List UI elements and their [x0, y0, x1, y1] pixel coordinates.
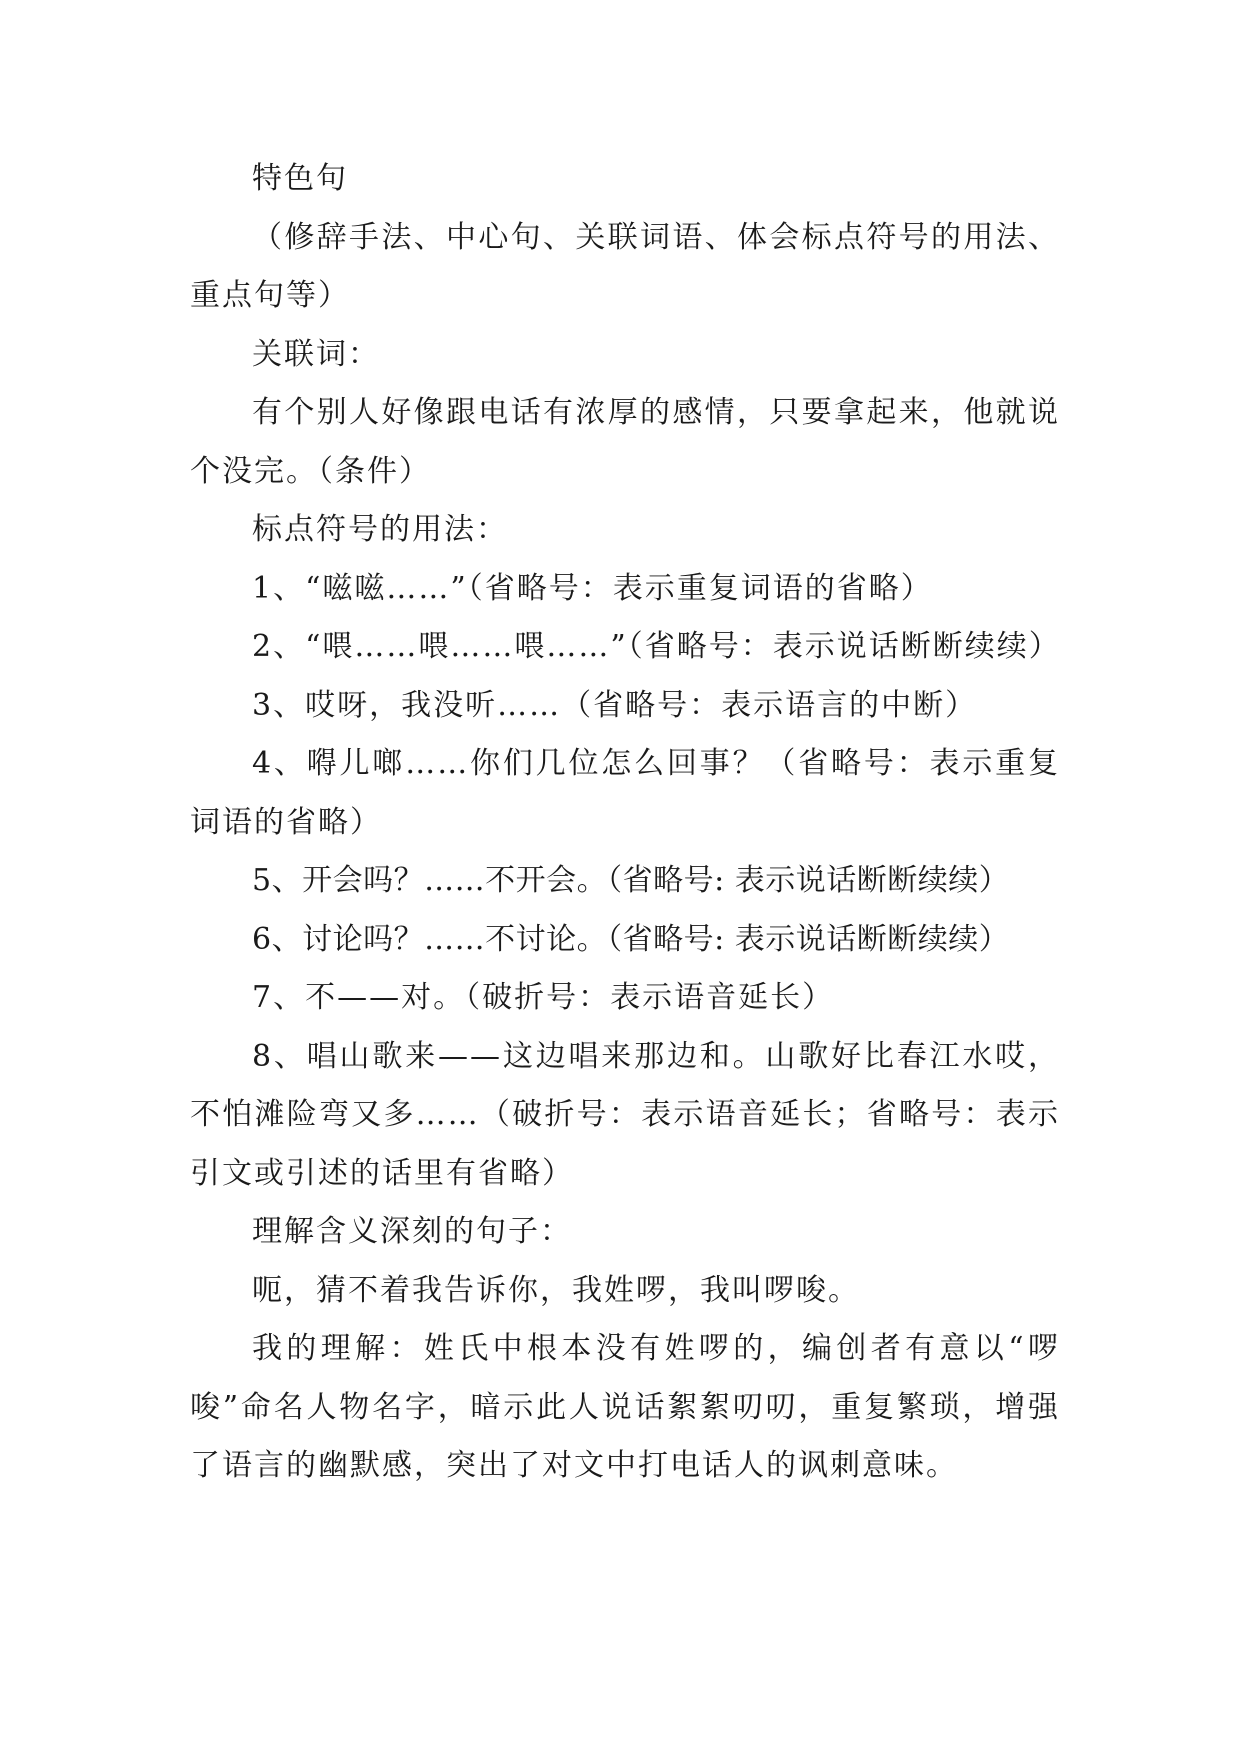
punctuation-item-1: 1、“嗞嗞……”（省略号：表示重复词语的省略） — [252, 570, 933, 606]
meaning-interpretation: 我的理解：姓氏中根本没有姓啰的，编创者有意以“啰唆”命名人物名字，暗示此人说话絮絮叨叨，重复繁琐，增强了语言的幽默感，突出了对文中打电话人的讽刺意味。 — [190, 1331, 1060, 1483]
meaning-sentence: 呃，猜不着我告诉你，我姓啰，我叫啰唆。 — [252, 1272, 860, 1308]
document-page — [190, 150, 1060, 1496]
punctuation-item-6: 6、讨论吗？……不讨论。（省略号: 表示说话断断续续） — [252, 921, 1010, 957]
punctuation-item-8: 8、唱山歌来——这边唱来那边和。山歌好比春江水哎，不怕滩险弯又多……（破折号：表示语音延长；省略号：表示引文或引述的话里有省略） — [190, 1038, 1060, 1191]
conjunction-heading: 关联词： — [252, 336, 380, 372]
section-heading: 特色句 — [252, 161, 348, 196]
conjunction-example: 有个别人好像跟电话有浓厚的感情，只要拿起来，他就说个没完。（条件） — [190, 395, 1060, 489]
punctuation-item-2: 2、“喂……喂……喂……”（省略号：表示说话断断续续） — [252, 629, 1061, 664]
punctuation-item-7: 7、不——对。（破折号：表示语音延长） — [252, 980, 835, 1015]
punctuation-item-4: 4、嘚儿啷……你们几位怎么回事？（省略号：表示重复词语的省略） — [190, 746, 1060, 840]
meaning-heading: 理解含义深刻的句子： — [252, 1214, 572, 1249]
punctuation-item-5: 5、开会吗？……不开会。（省略号: 表示说话断断续续） — [252, 863, 1010, 898]
punctuation-heading: 标点符号的用法： — [252, 512, 508, 547]
punctuation-item-3: 3、哎呀，我没听……（省略号：表示语言的中断） — [252, 687, 978, 723]
section-subtitle: （修辞手法、中心句、关联词语、体会标点符号的用法、重点句等） — [190, 219, 1060, 313]
